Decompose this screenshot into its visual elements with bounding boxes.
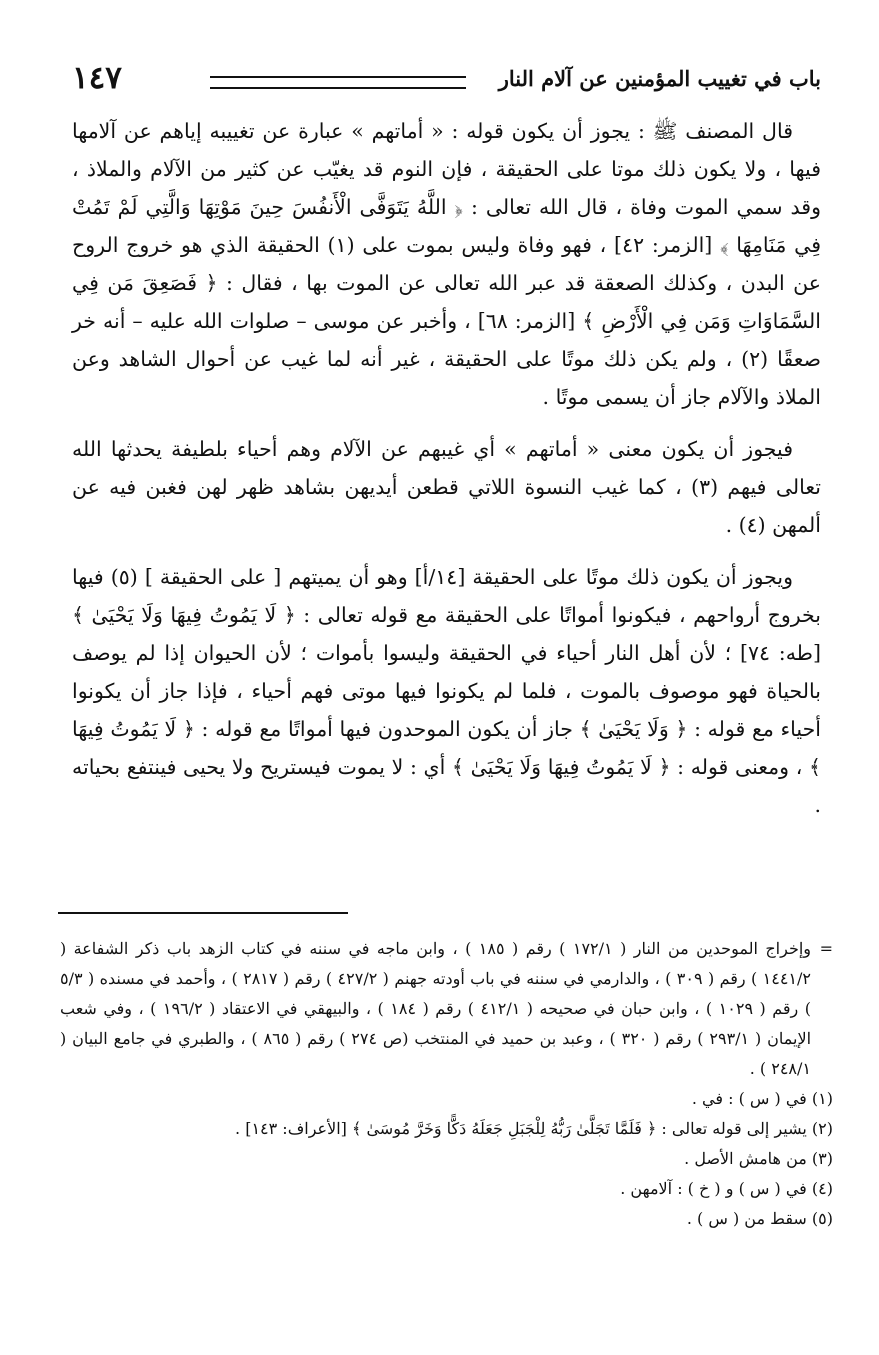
footnote-5: (٥) سقط من ( س ) . — [686, 1209, 833, 1228]
footnote-separator — [58, 912, 348, 914]
footnote-2: (٢) يشير إلى قوله تعالى : ﴿ فَلَمَّا تَجَلَّىٰ رَبُّهُ لِلْجَبَلِ جَعَلَهُ دَكًّا وَخَرَّ مُوسَىٰ ﴾ [الأعراف: ١٤٣] . — [235, 1119, 833, 1138]
main-text — [72, 112, 821, 838]
header-rule — [210, 76, 466, 89]
footnotes — [60, 934, 833, 1234]
page-number: ١٤٧ — [72, 60, 122, 96]
footnote-continuation — [60, 934, 833, 1084]
footnote-4: (٤) في ( س ) و ( خ ) : آلامهن . — [620, 1179, 833, 1198]
paragraph-2: فيجوز أن يكون معنى « أماتهم » أي غيبهم عن الآلام وهم أحياء بلطيفة يحدثها الله تعالى فيهم (٣) ، كما غيب النسوة اللاتي قطعن أيديهن بشاهد ظهر لهن فغبن فيه عن ألمهن (٤) . — [72, 437, 821, 537]
footnote-continuation-text: وإخراج الموحدين من النار ( ١٧٢/١ ) رقم ( ١٨٥ ) ، وابن ماجه في سننه في كتاب الزهد باب ذكر الشفاعة ( ١٤٤١/٢ ) رقم ( ٣٠٩ ) ، والدارمي في سننه في باب أودته جهنم ( ٤٢٧/٢ ) رقم ( ٢٨١٧ ) ، وأحمد في مسنده ( ٥/٣ ) رقم ( ١٠٢٩ ) ، وابن حبان في صحيحه ( ٤١٢/١ ) رقم ( ١٨٤ ) ، والبيهقي في الاعتقاد ( ١٩٦/٢ ) ، وفي شعب الإيمان ( ٢٩٣/١ ) رقم ( ٣٢٠ ) ، وعبد بن حميد في المنتخب (ص ٢٧٤ ) رقم ( ٨٦٥ ) ، والطبري في جامع البيان ( ٢٤٨/١ ) . — [60, 939, 812, 1078]
footnote-1: (١) في ( س ) : في . — [691, 1089, 833, 1108]
paragraph-1: قال المصنف ﷺ : يجوز أن يكون قوله : « أماتهم » عبارة عن تغييبه إياهم عن آلامها فيها ، ولا يكون ذلك موتا على الحقيقة ، فإن النوم قد يغيّب عن كثير من الآلام والملاذ ، وقد سمي الموت وفاة ، قال الله تعالى : ﴿ اللَّهُ يَتَوَفَّى الْأَنفُسَ حِينَ مَوْتِهَا وَالَّتِي لَمْ تَمُتْ فِي مَنَامِهَا ﴾ [الزمر: ٤٢] ، فهو وفاة وليس بموت على (١) الحقيقة الذي هو خروج الروح عن البدن ، وكذلك الصعقة قد عبر الله تعالى عن الموت بها ، فقال : ﴿ فَصَعِقَ مَن فِي السَّمَاوَاتِ وَمَن فِي الْأَرْضِ ﴾ [الزمر: ٦٨] ، وأخبر عن موسى – صلوات الله عليه – أنه خر صعقًا (٢) ، ولم يكن ذلك موتًا على الحقيقة ، غير أنه لما غيب عن أحوال الشاهد وعن الملاذ والآلام جاز أن يسمى موتًا . — [72, 119, 821, 409]
continuation-mark: = — [819, 939, 833, 958]
page-header — [72, 62, 821, 102]
paragraph-3: ويجوز أن يكون ذلك موتًا على الحقيقة [١٤/أ] وهو أن يميتهم [ على الحقيقة ] (٥) فيها بخروج أرواحهم ، فيكونوا أمواتًا على الحقيقة مع قوله تعالى : ﴿ لَا يَمُوتُ فِيهَا وَلَا يَحْيَىٰ ﴾ [طه: ٧٤] ؛ لأن أهل النار أحياء في الحقيقة وليسوا بأموات ؛ لأن الحيوان إذا لم يوصف بالحياة فهو موصوف بالموت ، فلما لم يكونوا فيها موتى فهم أحياء ، فإذا جاز أن يكونوا أحياء مع قوله : ﴿ وَلَا يَحْيَىٰ ﴾ جاز أن يكون الموحدون فيها أمواتًا مع قوله : ﴿ لَا يَمُوتُ فِيهَا ﴾ ، ومعنى قوله : ﴿ لَا يَمُوتُ فِيهَا وَلَا يَحْيَىٰ ﴾ أي : لا يموت فيستريح ولا يحيى فينتفع بحياته . — [72, 565, 821, 817]
footnote-3: (٣) من هامش الأصل . — [684, 1149, 833, 1168]
running-title: باب في تغييب المؤمنين عن آلام النار — [498, 66, 821, 91]
